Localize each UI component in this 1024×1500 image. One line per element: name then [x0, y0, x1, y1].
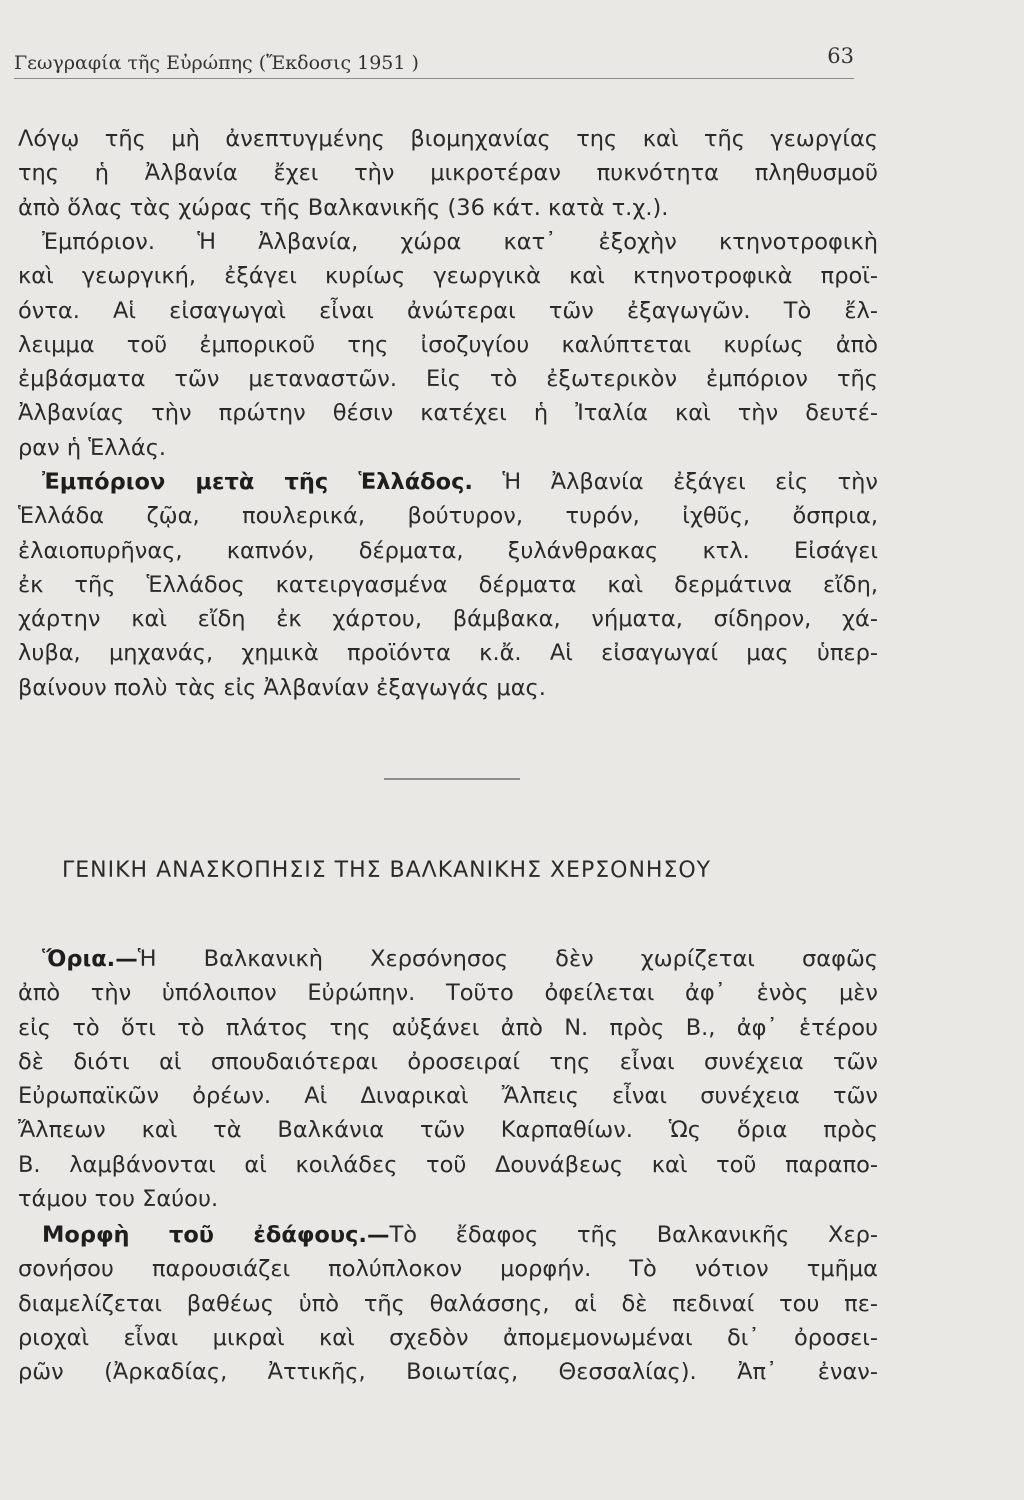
text-line	[18, 1218, 878, 1252]
text-line: δὲ διότι αἱ σπουδαιότεραι ὀροσειραί της εἶναι συνέχεια τῶν	[18, 1048, 878, 1075]
paragraph-trade	[18, 225, 878, 465]
text-line: Λόγῳ τῆς μὴ ἀνεπτυγμένης βιομηχανίας της καὶ τῆς γεωργίας	[18, 126, 878, 152]
text-line: ἐκ τῆς Ἑλλάδος κατειργασμένα δέρματα καὶ δερμάτινα εἴδη,	[18, 571, 878, 598]
paragraph-heading: Ἐμπόριον μετὰ τῆς Ἑλλάδος.	[42, 469, 473, 495]
paragraph-borders	[18, 942, 878, 1216]
running-title: Γεωγραφία τῆς Εὐρώπης (Ἔκδοσις 1951 )	[14, 52, 419, 74]
text-run: Ἡ Ἀλβανία, χώρα κατ᾽ ἐξοχὴν κτηνοτροφικὴ	[197, 229, 878, 255]
text-line	[18, 942, 878, 976]
text-run: Ἡ Ἀλβανία ἐξάγει εἰς τὴν	[502, 469, 878, 495]
text-line: ἀπὸ ὅλας τὰς χώρας τῆς Βαλκανικῆς (36 κάτ. κατὰ τ.χ.).	[18, 194, 669, 221]
text-line: όντα. Αἱ εἰσαγωγαὶ εἶναι ἀνώτεραι τῶν ἐξαγωγῶν. Τὸ ἔλ-	[18, 297, 878, 324]
text-run: Τὸ ἔδαφος τῆς Βαλκανικῆς Χερ-	[389, 1222, 879, 1248]
text-line: βαίνουν πολὺ τὰς εἰς Ἀλβανίαν ἐξαγωγάς μας.	[18, 674, 546, 701]
text-line: ραν ἡ Ἑλλάς.	[18, 434, 167, 461]
text-line	[18, 225, 878, 259]
text-line: ἐμβάσματα τῶν μεταναστῶν. Εἰς τὸ ἐξωτερικὸν ἐμπόριον τῆς	[18, 366, 878, 393]
text-line: σονήσου παρουσιάζει πολύπλοκον μορφήν. Τὸ νότιον τμῆμα	[18, 1256, 878, 1283]
text-line: ρῶν (Ἀρκαδίας, Ἀττικῆς, Βοιωτίας, Θεσσαλίας). Ἀπ᾽ ἐναν-	[18, 1359, 878, 1386]
text-line: καὶ γεωργική, ἐξάγει κυρίως γεωργικὰ καὶ κτηνοτροφικὰ προϊ-	[18, 263, 878, 290]
text-line: ἐλαιοπυρῆνας, καπνόν, δέρματα, ξυλάνθρακας κτλ. Εἰσάγει	[18, 537, 878, 564]
paragraph-heading: Μορφὴ τοῦ ἐδάφους.—	[42, 1222, 390, 1248]
page-header	[14, 44, 854, 84]
section-divider	[384, 778, 520, 780]
paragraph-population	[18, 122, 878, 225]
text-line: Εὐρωπαϊκῶν ὀρέων. Αἱ Διναρικαὶ Ἄλπεις εἶναι συνέχεια τῶν	[18, 1083, 878, 1110]
text-line: τάμου του Σαύου.	[18, 1186, 219, 1213]
text-line: Ἀλβανίας τὴν πρώτην θέσιν κατέχει ἡ Ἰταλία καὶ τὴν δευτέ-	[18, 400, 878, 427]
text-line: Ἄλπεων καὶ τὰ Βαλκάνια τῶν Καρπαθίων. Ὡς ὅρια πρὸς	[18, 1117, 878, 1144]
text-line: λειμμα τοῦ ἐμπορικοῦ της ἰσοζυγίου καλύπτεται κυρίως ἀπὸ	[18, 331, 878, 358]
paragraph-heading: Ὅρια.—	[42, 946, 138, 972]
text-line: λυβα, μηχανάς, χημικὰ προϊόντα κ.ἄ. Αἱ εἰσαγωγαί μας ὑπερ-	[18, 640, 878, 667]
text-line: ριοχαὶ εἶναι μικραὶ καὶ σχεδὸν ἀπομεμονωμέναι δι᾽ ὀροσει-	[18, 1324, 878, 1351]
section-title: ΓΕΝΙΚΗ ΑΝΑΣΚΟΠΗΣΙΣ ΤΗΣ ΒΑΛΚΑΝΙΚΗΣ ΧΕΡΣΟΝΗΣΟΥ	[62, 858, 712, 883]
text-line: διαμελίζεται βαθέως ὑπὸ τῆς θαλάσσης, αἱ δὲ πεδιναί του πε-	[18, 1290, 878, 1317]
header-rule	[14, 78, 854, 79]
text-line: ἀπὸ τὴν ὑπόλοιπον Εὐρώπην. Τοῦτο ὀφείλεται ἀφ᾽ ἑνὸς μὲν	[18, 980, 878, 1007]
text-line: Β. λαμβάνονται αἱ κοιλάδες τοῦ Δουνάβεως καὶ τοῦ παραπο-	[18, 1151, 878, 1178]
text-line: της ἡ Ἀλβανία ἔχει τὴν μικροτέραν πυκνότητα πληθυσμοῦ	[18, 160, 878, 187]
text-line: χάρτην καὶ εἴδη ἐκ χάρτου, βάμβακα, νήματα, σίδηρον, χά-	[18, 606, 878, 633]
text-line	[18, 465, 878, 499]
text-line: εἰς τὸ ὅτι τὸ πλάτος της αὐξάνει ἀπὸ Ν. πρὸς Β., ἀφ᾽ ἑτέρου	[18, 1014, 878, 1041]
paragraph-trade-greece	[18, 465, 878, 705]
paragraph-heading: Ἐμπόριον.	[42, 229, 156, 255]
text-line: Ἑλλάδα ζῷα, πουλερικά, βούτυρον, τυρόν, ἰχθῦς, ὄσπρια,	[18, 503, 878, 530]
page-number: 63	[827, 44, 854, 68]
text-run: Ἡ Βαλκανικὴ Χερσόνησος δὲν χωρίζεται σαφῶς	[137, 946, 878, 972]
paragraph-terrain	[18, 1218, 878, 1389]
